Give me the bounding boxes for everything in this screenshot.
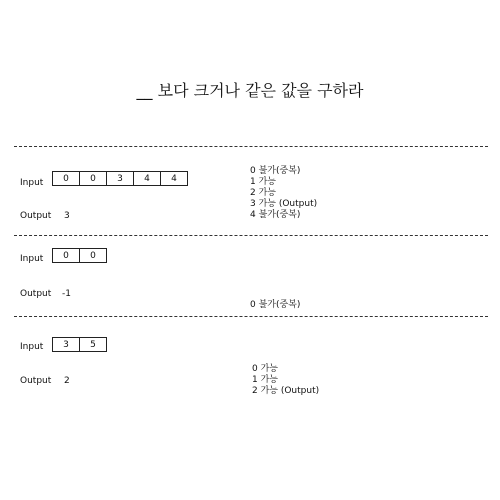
output-label: Output <box>20 211 52 221</box>
array-cell: 3 <box>106 171 134 186</box>
array-cell: 4 <box>160 171 188 186</box>
explanation-line: 4 불가(중복) <box>250 210 301 220</box>
output-label: Output <box>20 376 52 386</box>
array-cell: 0 <box>79 248 107 263</box>
divider <box>14 146 488 147</box>
array-cell: 0 <box>52 248 80 263</box>
divider <box>14 316 488 317</box>
explanation-line: 3 가능 (Output) <box>250 199 318 209</box>
input-label: Input <box>20 178 44 188</box>
output-value: 3 <box>64 211 70 221</box>
input-label: Input <box>20 342 44 352</box>
output-value: 2 <box>64 376 70 386</box>
explanation-line: 1 가능 <box>252 375 278 385</box>
explanation-line: 2 가능 (Output) <box>252 386 320 396</box>
explanation-list <box>250 300 300 311</box>
explanation-line: 2 가능 <box>250 188 276 198</box>
output-value: -1 <box>62 289 71 299</box>
input-label: Input <box>20 254 44 264</box>
explanation-line: 0 가능 <box>252 364 278 374</box>
array-cell: 3 <box>52 337 80 352</box>
array-cell: 5 <box>79 337 107 352</box>
explanation-line: 0 불가(중복) <box>250 300 301 310</box>
explanation-line: 0 불가(중복) <box>250 166 301 176</box>
array-cell: 0 <box>52 171 80 186</box>
explanation-list <box>252 364 319 397</box>
page-title: __ 보다 크거나 같은 값을 구하라 <box>136 81 364 100</box>
input-array <box>52 171 188 186</box>
input-array <box>52 337 107 352</box>
explanation-line: 1 가능 <box>250 177 276 187</box>
output-label: Output <box>20 289 52 299</box>
array-cell: 0 <box>79 171 107 186</box>
array-cell: 4 <box>133 171 161 186</box>
divider <box>14 235 488 236</box>
input-array <box>52 248 107 263</box>
explanation-list <box>250 166 317 221</box>
